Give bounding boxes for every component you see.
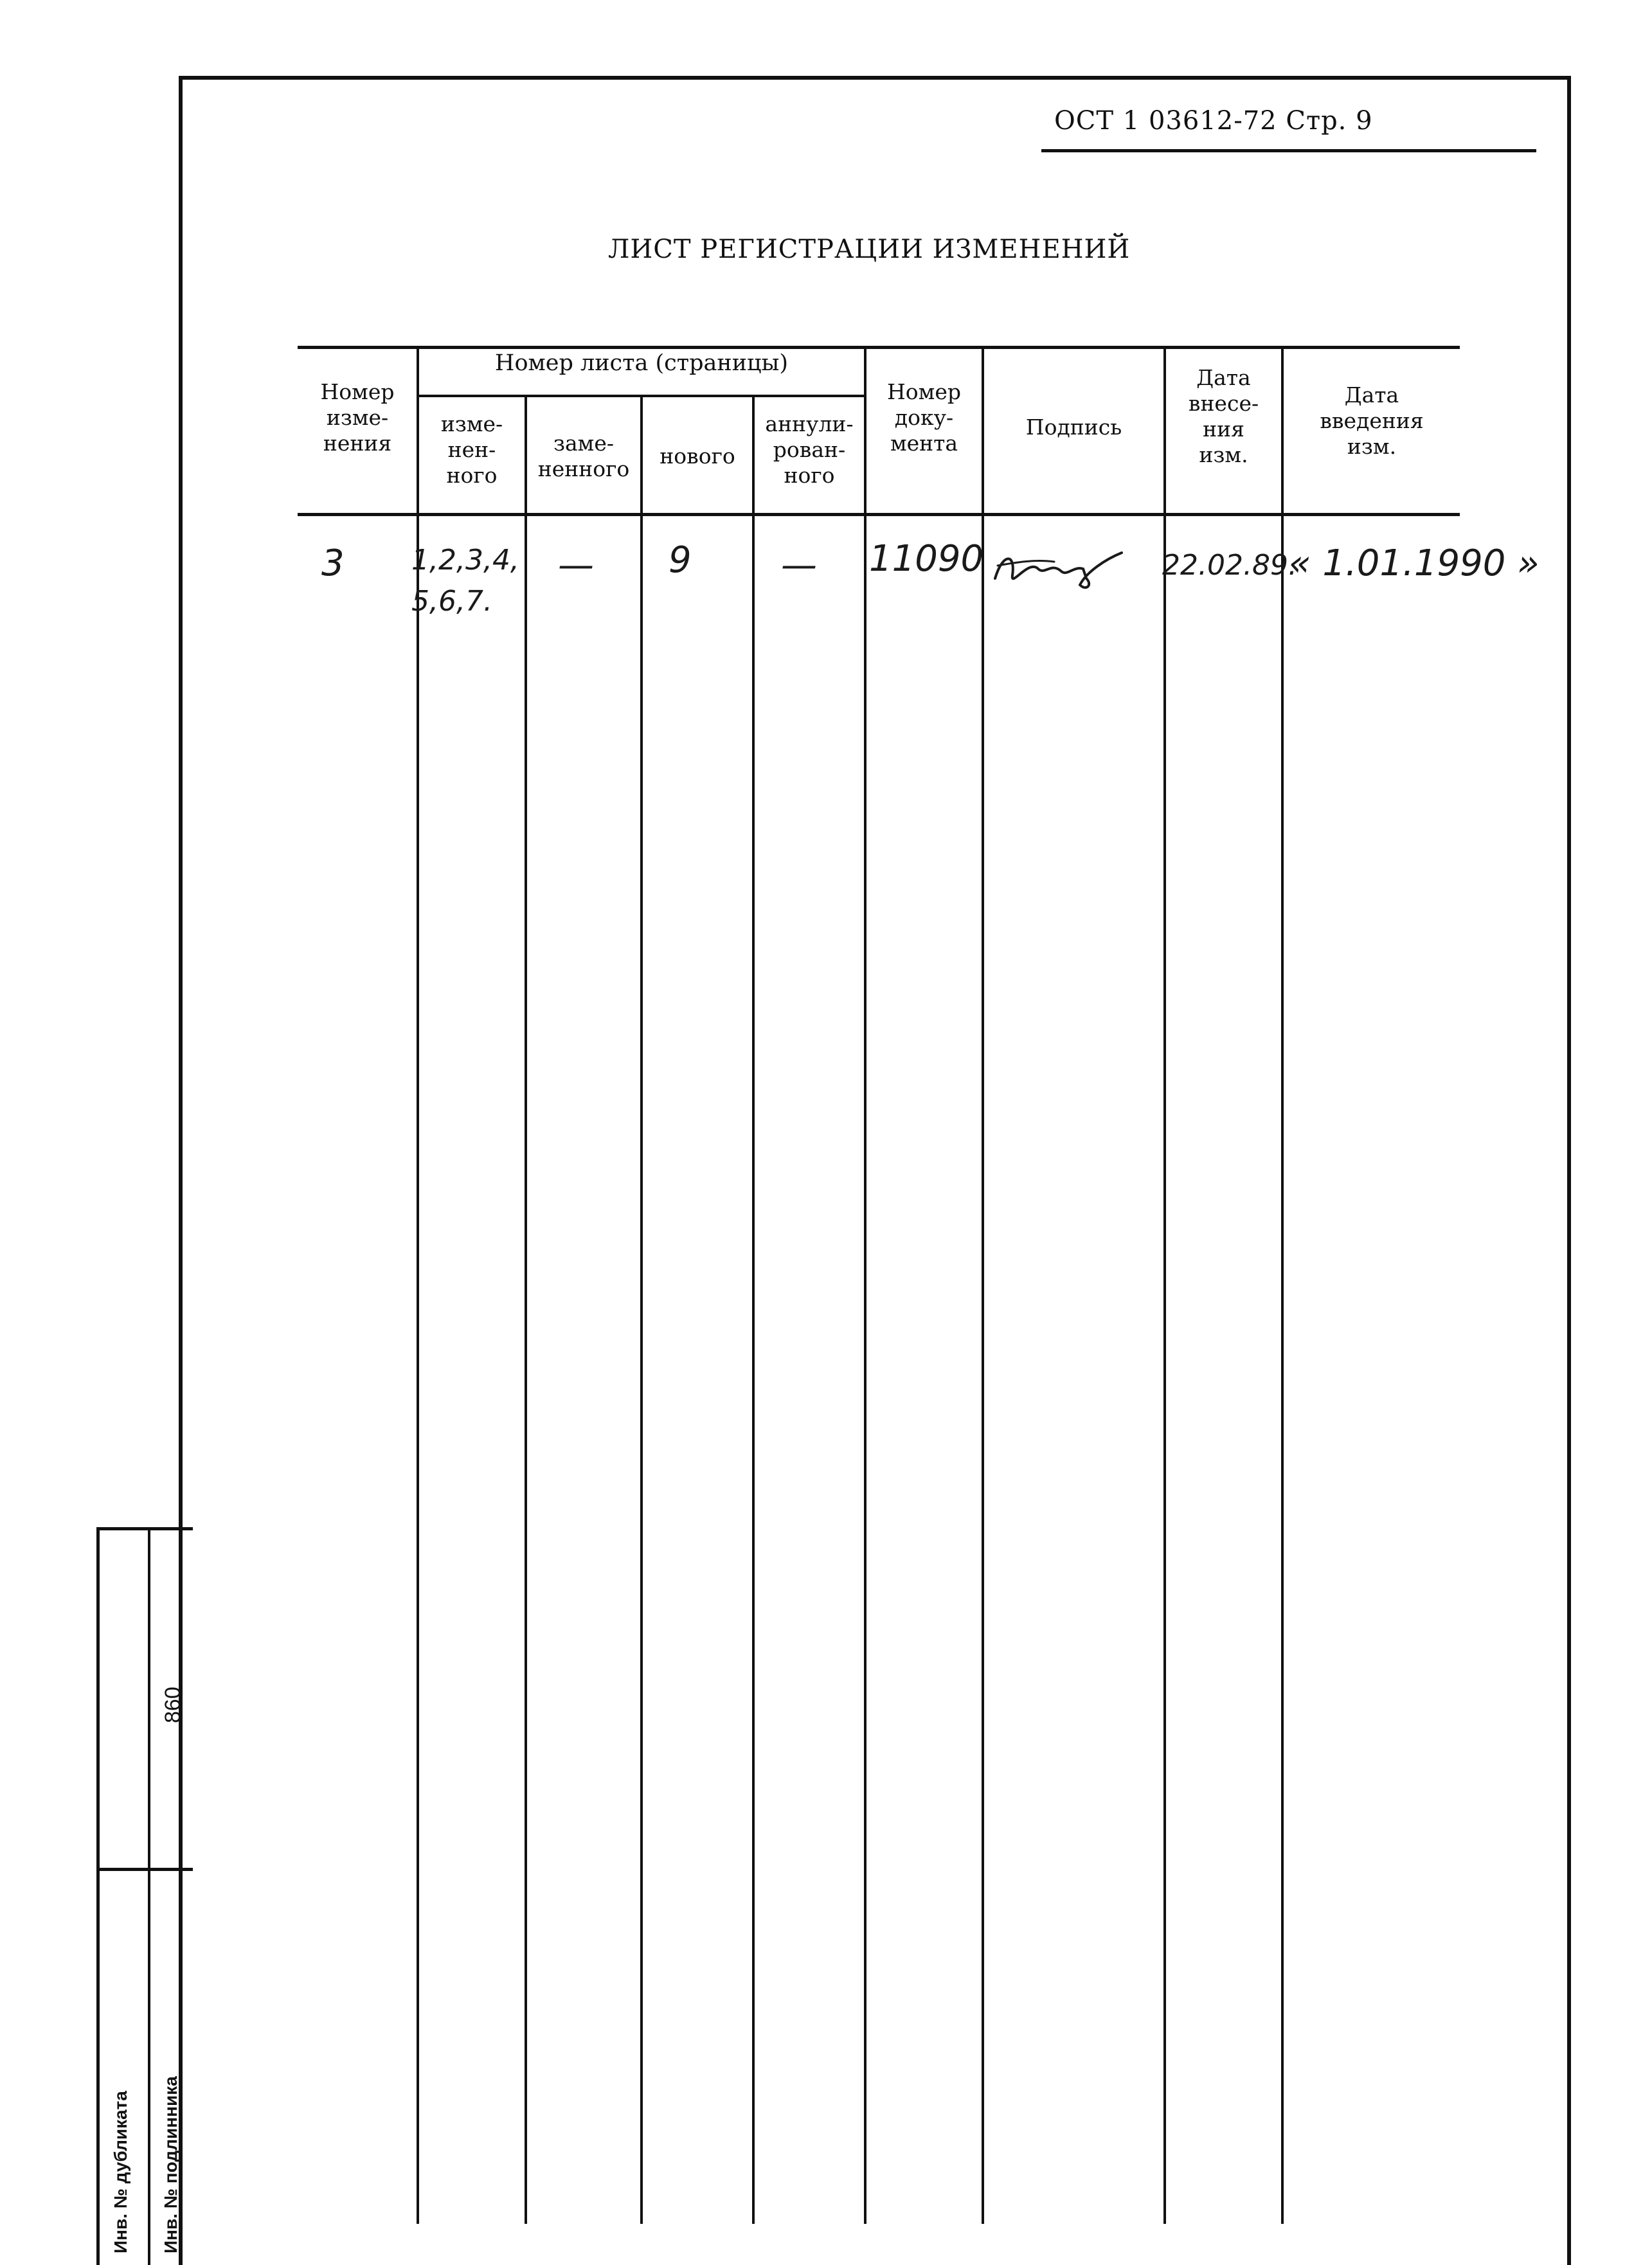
table-top-rule bbox=[298, 346, 1460, 349]
header-document-number: Номер доку- мента bbox=[887, 379, 961, 456]
cell-change-number: 3 bbox=[321, 542, 345, 584]
header-signature: Подпись bbox=[1025, 415, 1122, 440]
cell-annulled-sheets: — bbox=[781, 544, 817, 586]
column-divider bbox=[864, 347, 866, 2224]
header-sheet-number-group: Номер листа (страницы) bbox=[494, 350, 789, 376]
column-divider bbox=[417, 347, 419, 2224]
header-changed: изме- нен- ного bbox=[440, 411, 503, 488]
document-code-rule bbox=[1041, 149, 1536, 152]
stamp-border bbox=[96, 1868, 193, 1871]
header-new: нового bbox=[660, 443, 735, 469]
header-annulled: аннули- рован- ного bbox=[765, 411, 854, 488]
cell-effective-date: « 1.01.1990 » bbox=[1289, 542, 1540, 584]
frame-top bbox=[179, 76, 1571, 80]
header-effective-date: Дата введения изм. bbox=[1320, 382, 1424, 459]
column-divider bbox=[982, 347, 984, 2224]
duplicate-inventory-label: Инв. № дубликата bbox=[111, 2091, 130, 2253]
header-entry-date: Дата внесе- ния изм. bbox=[1188, 365, 1259, 467]
cell-replaced-sheets: — bbox=[558, 544, 594, 586]
cell-changed-sheets: 1,2,3,4, 5,6,7. bbox=[411, 544, 519, 618]
header-bottom-rule bbox=[298, 513, 1460, 516]
column-divider bbox=[1281, 347, 1284, 2224]
column-divider bbox=[1163, 347, 1166, 2224]
header-replaced: заме- ненного bbox=[537, 431, 630, 481]
stamp-border bbox=[96, 1527, 193, 1530]
stamp-border bbox=[148, 1527, 150, 2265]
cell-document-number: 11090 bbox=[869, 538, 984, 580]
stamp-border bbox=[96, 1527, 100, 2265]
original-inventory-number: 860 bbox=[161, 1687, 185, 1723]
document-code: ОСТ 1 03612-72 Стр. 9 bbox=[1054, 106, 1373, 136]
cell-new-sheets: 9 bbox=[669, 539, 692, 581]
cell-entry-date: 22.02.89. bbox=[1162, 549, 1297, 582]
signature-image bbox=[990, 540, 1125, 598]
column-divider bbox=[752, 396, 755, 2224]
sheet-title: ЛИСТ РЕГИСТРАЦИИ ИЗМЕНЕНИЙ bbox=[608, 235, 1131, 264]
inventory-stamp bbox=[96, 1527, 193, 2265]
original-inventory-label: Инв. № подлинника bbox=[161, 2076, 181, 2253]
header-change-number: Номер изме- нения bbox=[320, 379, 395, 456]
column-divider bbox=[640, 396, 643, 2224]
column-divider bbox=[525, 396, 527, 2224]
frame-right bbox=[1567, 76, 1571, 2265]
